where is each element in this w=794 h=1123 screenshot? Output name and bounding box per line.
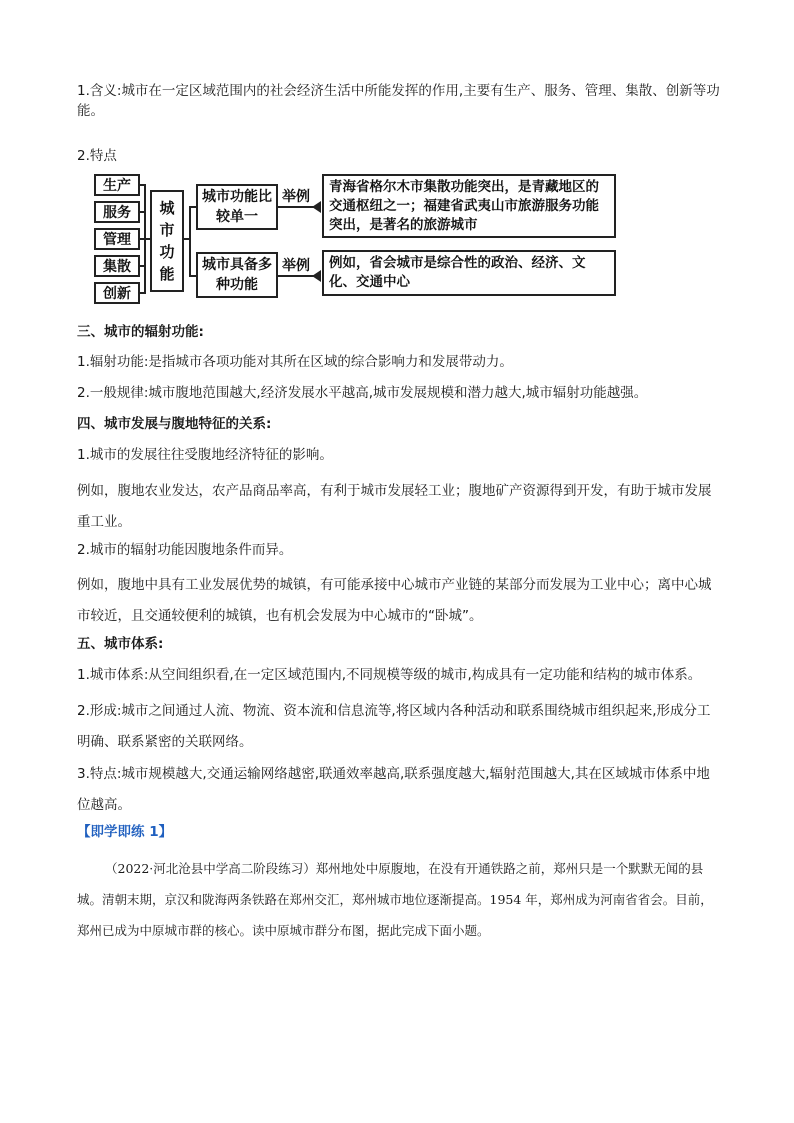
connector-line (140, 292, 146, 294)
section3-paragraph-1: 1.辐射功能:是指城市各项功能对其所在区域的综合影响力和发展带动力。 (77, 354, 513, 370)
center-char: 城 (159, 199, 175, 217)
section4-paragraph-1: 1.城市的发展往往受腹地经济特征的影响。 (77, 447, 333, 463)
meaning-paragraph (77, 81, 722, 121)
example-label: 举例 (282, 258, 310, 274)
section5-paragraph-1: 1.城市体系:从空间组织看,在一定区域范围内,不同规模等级的城市,构成具有一定功能和结构的城市体系。 (77, 667, 702, 683)
section5-paragraph-3: 3.特点:城市规模越大,交通运输网络越密,联通效率越高,联系强度越大,辐射范围越大,其在区域城市体系中地位越高。 (77, 766, 710, 813)
features-label: 2.特点 (77, 148, 117, 164)
single-function-box: 城市功能比较单一 (196, 184, 278, 230)
section4-heading: 四、城市发展与腹地特征的关系: (77, 416, 272, 432)
function-box-management: 管理 (94, 228, 140, 250)
connector-line (140, 238, 150, 240)
center-char: 市 (159, 221, 175, 239)
function-box-service: 服务 (94, 201, 140, 223)
function-box-distribution: 集散 (94, 255, 140, 277)
center-char: 功 (159, 243, 175, 261)
example-multi-box: 例如，省会城市是综合性的政治、经济、文化、交通中心 (322, 250, 616, 296)
connector-line (184, 238, 190, 240)
arrow-icon (312, 201, 321, 213)
multi-function-box: 城市具备多种功能 (196, 252, 278, 298)
practice-heading: 【即学即练 1】 (77, 824, 173, 840)
section4-example-2: 例如，腹地中具有工业发展优势的城镇，有可能承接中心城市产业链的某部分而发展为工业中心；离中心城市较近，且交通较便利的城镇，也有机会发展为中心城市的“卧城”。 (77, 577, 712, 624)
example-single-box: 青海省格尔木市集散功能突出，是青藏地区的交通枢纽之一；福建省武夷山市旅游服务功能突出，是著名的旅游城市 (322, 174, 616, 238)
function-box-innovation: 创新 (94, 282, 140, 304)
center-char: 能 (159, 265, 175, 283)
section4-example-1: 例如，腹地农业发达，农产品商品率高，有利于城市发展轻工业；腹地矿产资源得到开发，有助于城市发展重工业。 (77, 483, 712, 530)
section5-paragraph-2: 2.形成:城市之间通过人流、物流、资本流和信息流等,将区域内各种活动和联系围绕城市组织起来,形成分工明确、联系紧密的关联网络。 (77, 703, 711, 750)
city-function-center-box (150, 190, 184, 292)
arrow-icon (312, 270, 321, 282)
practice-source: （2022·河北沧县中学高二阶段练习） (105, 861, 316, 876)
practice-text: 郑州地处中原腹地，在没有开通铁路之前，郑州只是一个默默无闻的县城。清朝末期，京汉和陇海两条铁路在郑州交汇，郑州城市地位逐渐提高。1954 年，郑州成为河南省省会。目前，郑州已成为中原城市群的核心。读中原城市群分布图，据此完成下面小题。 (77, 861, 713, 938)
city-function-diagram (90, 172, 622, 308)
connector-line (140, 211, 146, 213)
meaning-label: 1.含义: (77, 83, 122, 99)
connector-line (140, 265, 146, 267)
practice-paragraph (77, 853, 722, 946)
connector-line (189, 206, 191, 276)
section5-heading: 五、城市体系: (77, 636, 164, 652)
meaning-text: 城市在一定区域范围内的社会经济生活中所能发挥的作用,主要有生产、服务、管理、集散、创新等功能。 (77, 83, 720, 119)
section3-heading: 三、城市的辐射功能: (77, 324, 204, 340)
example-label: 举例 (282, 189, 310, 205)
function-box-production: 生产 (94, 174, 140, 196)
section3-paragraph-2: 2.一般规律:城市腹地范围越大,经济发展水平越高,城市发展规模和潜力越大,城市辐射功能越强。 (77, 385, 648, 401)
connector-line (140, 184, 146, 186)
section4-paragraph-2: 2.城市的辐射功能因腹地条件而异。 (77, 542, 293, 558)
